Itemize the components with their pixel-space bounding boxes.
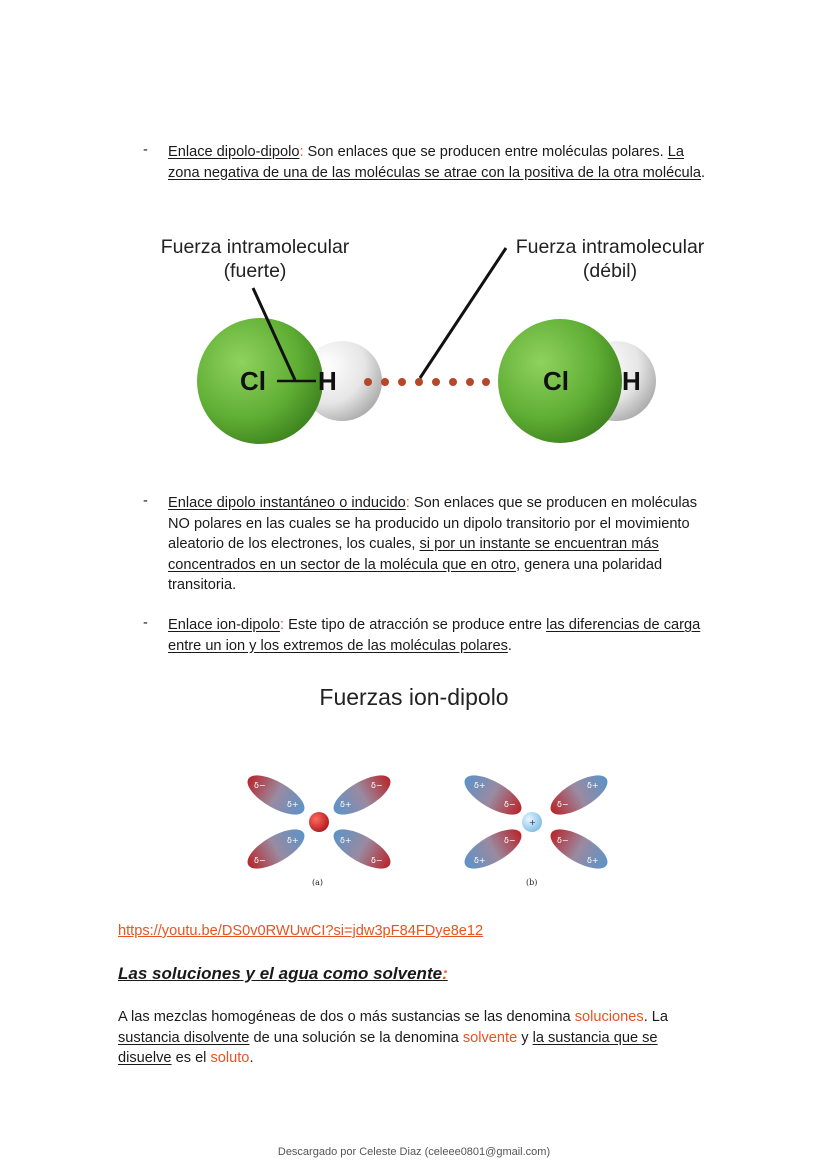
dipole-molecule — [459, 822, 527, 877]
section-heading-text: Las soluciones y el agua como solvente — [118, 964, 443, 983]
svg-text:δ+: δ+ — [340, 836, 352, 845]
svg-text:δ+: δ+ — [474, 856, 486, 865]
dipole-molecule — [545, 768, 613, 823]
svg-text:δ+: δ+ — [340, 800, 352, 809]
dipole-molecule — [242, 768, 310, 823]
svg-text:δ−: δ− — [504, 836, 516, 845]
text: . — [249, 1050, 254, 1066]
bullet-text: Son enlaces que se producen en moléculas NO polares en las cuales se ha producido un dipolo transitorio por el movimiento aleatorio de los electrones, los cuales, — [168, 495, 697, 552]
dipole-molecule — [545, 822, 613, 877]
dipole-dipole-figure — [130, 230, 720, 460]
svg-text:δ−: δ− — [371, 781, 383, 790]
dipole-molecule — [328, 822, 396, 877]
bullet-colon: : — [299, 144, 304, 160]
svg-text:δ−: δ− — [504, 800, 516, 809]
dipole-molecule — [328, 768, 396, 823]
bullet-dipolo-inducido — [168, 493, 708, 596]
underlined-text: la sustancia que se disuelve — [118, 1029, 658, 1066]
bullet-underline: las diferencias de carga entre un ion y los extremos de las moléculas polares — [168, 617, 701, 654]
dipole-molecule — [459, 768, 527, 823]
bullet-underline: La zona negativa de una de las moléculas se atrae con la positiva de la otra molécula — [168, 144, 701, 181]
text: de una solución se la denomina — [249, 1029, 463, 1046]
bullet-dash: - — [143, 142, 148, 158]
atom-label-cl: Cl — [240, 366, 266, 396]
svg-text:δ−: δ− — [371, 856, 383, 865]
anion — [309, 812, 329, 832]
bullet-underline: si por un instante se encuentran más concentrados en un sector de la molécula que en otro — [168, 536, 659, 573]
term-soluto: soluto — [210, 1050, 250, 1066]
atom-label-cl: Cl — [543, 366, 569, 396]
caption-a: (a) — [312, 878, 324, 887]
text: . La — [643, 1009, 669, 1025]
bullet-colon: : — [279, 617, 285, 633]
intermolecular-dots — [364, 378, 490, 386]
text: es el — [171, 1050, 211, 1066]
cation-charge: + — [529, 818, 536, 827]
svg-text:δ+: δ+ — [587, 856, 599, 865]
underlined-text: sustancia disolvente — [118, 1029, 250, 1046]
svg-text:δ−: δ− — [557, 836, 569, 845]
bullet-text-end: . — [701, 164, 706, 181]
label-line-1: Fuerza intramolecular — [160, 236, 350, 258]
atom-label-h: H — [622, 366, 641, 396]
download-footer: Descargado por Celeste Diaz (celeee0801@gmail.com) — [277, 1146, 551, 1158]
ion-dipole-figure — [240, 765, 620, 890]
bullet-dash: - — [143, 615, 148, 631]
pointer-line-weak — [420, 248, 506, 378]
term-solvente: solvente — [462, 1029, 518, 1046]
label-line-2: (débil) — [582, 260, 638, 282]
caption-b: (b) — [526, 878, 538, 887]
svg-text:δ−: δ− — [254, 781, 266, 790]
text: y — [517, 1029, 533, 1046]
bullet-dash: - — [143, 493, 148, 509]
section-heading — [118, 964, 448, 984]
label-line-1: Fuerza intramolecular — [515, 236, 705, 258]
svg-text:δ+: δ+ — [287, 800, 299, 809]
atom-label-h: H — [318, 366, 337, 396]
dipole-molecule — [242, 822, 310, 877]
bullet-title: Enlace dipolo-dipolo — [168, 144, 300, 160]
bullet-title: Enlace ion-dipolo — [168, 617, 280, 633]
svg-text:δ−: δ− — [557, 800, 569, 809]
text: A las mezclas homogéneas de dos o más sustancias se las denomina — [118, 1009, 575, 1025]
hcl-molecules-svg — [130, 230, 720, 460]
label-line-2: (fuerte) — [223, 260, 287, 282]
ion-dipole-figure-title: Fuerzas ion-dipolo — [319, 684, 509, 710]
bullet-text: Son enlaces que se producen entre moléculas polares. — [303, 144, 668, 160]
bullet-colon: : — [405, 495, 410, 511]
bullet-text-end: . — [507, 637, 512, 654]
bullet-ion-dipolo — [168, 615, 708, 656]
bullet-title: Enlace dipolo instantáneo o inducido — [168, 495, 406, 511]
svg-text:δ+: δ+ — [587, 781, 599, 790]
svg-text:δ+: δ+ — [287, 836, 299, 845]
bullet-text-end: , genera una polaridad transitoria. — [168, 556, 663, 593]
term-soluciones: soluciones — [574, 1009, 644, 1025]
youtube-link[interactable]: https://youtu.be/DS0v0RWUwCI?si=jdw3pF84FDye8e12 — [118, 923, 484, 939]
bullet-dipolo-dipolo — [168, 142, 708, 183]
section-paragraph — [118, 1007, 683, 1069]
section-heading-colon: : — [442, 964, 448, 983]
bullet-text: Este tipo de atracción se produce entre — [284, 617, 547, 633]
svg-text:δ−: δ− — [254, 856, 266, 865]
svg-text:δ+: δ+ — [474, 781, 486, 790]
